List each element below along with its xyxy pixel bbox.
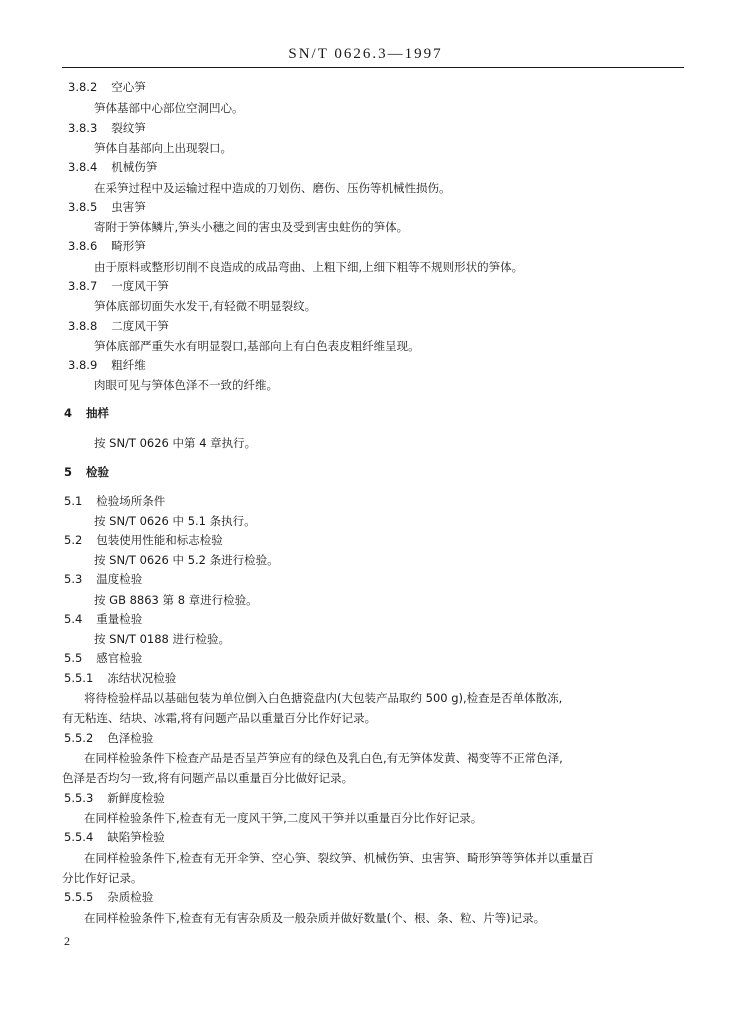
- body-5-5-1-line-2: 有无粘连、结块、冰霜,将有问题产品以重量百分比作好记录。: [62, 711, 377, 725]
- section-title: 虫害笋: [111, 200, 146, 214]
- heading-5-5-3: [64, 791, 165, 805]
- section-number: 4: [64, 406, 73, 420]
- body-5-1: 按 SN/T 0626 中 5.1 条执行。: [94, 514, 256, 528]
- section-number: 5.3: [64, 572, 83, 586]
- heading-5-5-5: [64, 890, 153, 904]
- section-title: 杂质检验: [107, 890, 154, 904]
- section-number: 5: [64, 465, 73, 479]
- body-5-5-4-line-2: 分比作好记录。: [62, 871, 143, 885]
- section-number: 5.5.2: [64, 731, 94, 745]
- section-number: 3.8.2: [68, 80, 98, 94]
- body-3-8-4: 在采笋过程中及运输过程中造成的刀划伤、磨伤、压伤等机械性损伤。: [94, 181, 451, 195]
- section-number: 5.5.3: [64, 791, 94, 805]
- heading-5-3: [64, 572, 142, 586]
- section-number: 3.8.7: [68, 279, 98, 293]
- section-title: 畸形笋: [111, 239, 146, 253]
- body-5-4: 按 SN/T 0188 进行检验。: [94, 632, 231, 646]
- header-rule: [62, 67, 684, 68]
- heading-3-8-9: [68, 358, 146, 372]
- heading-5-1: [64, 494, 165, 508]
- section-number: 5.2: [64, 533, 83, 547]
- heading-5-5-2: [64, 731, 153, 745]
- body-3-8-7: 笋体底部切面失水发干,有轻微不明显裂纹。: [94, 299, 317, 313]
- body-5-5-5: 在同样检验条件下,检查有无有害杂质及一般杂质并做好数量(个、根、条、粒、片等)记录。: [84, 911, 546, 925]
- section-number: 3.8.4: [68, 160, 98, 174]
- body-3-8-6: 由于原料或整形切削不良造成的成品弯曲、上粗下细,上细下粗等不规则形状的笋体。: [94, 260, 524, 274]
- section-title: 温度检验: [96, 572, 143, 586]
- standard-code-header: SN/T 0626.3—1997: [288, 46, 443, 62]
- section-number: 5.1: [64, 494, 83, 508]
- heading-3-8-2: [68, 80, 146, 94]
- section-title: 感官检验: [96, 651, 143, 665]
- body-3-8-3: 笋体自基部向上出现裂口。: [94, 141, 232, 155]
- heading-3-8-7: [68, 279, 169, 293]
- body-5-2: 按 SN/T 0626 中 5.2 条进行检验。: [94, 553, 279, 567]
- heading-3-8-4: [68, 160, 157, 174]
- body-3-8-9: 肉眼可见与笋体色泽不一致的纤维。: [94, 378, 278, 392]
- section-title: 新鲜度检验: [107, 791, 165, 805]
- heading-5: [64, 465, 109, 479]
- heading-3-8-3: [68, 121, 146, 135]
- section-number: 3.8.8: [68, 319, 98, 333]
- section-title: 一度风干笋: [111, 279, 169, 293]
- section-title: 裂纹笋: [111, 121, 146, 135]
- body-5-5-2-line-1: 在同样检验条件下检查产品是否呈芦笋应有的绿色及乳白色,有无笋体发黄、褐变等不正常色泽,: [84, 751, 563, 765]
- heading-5-5: [64, 651, 142, 665]
- page-number: 2: [64, 934, 70, 948]
- heading-3-8-5: [68, 200, 146, 214]
- section-title: 二度风干笋: [111, 319, 169, 333]
- section-number: 5.5.1: [64, 671, 94, 685]
- body-5-5-2-line-2: 色泽是否均匀一致,将有问题产品以重量百分比做好记录。: [62, 771, 354, 785]
- section-number: 3.8.9: [68, 358, 98, 372]
- section-title: 空心笋: [111, 80, 146, 94]
- section-title: 重量检验: [96, 612, 143, 626]
- heading-3-8-6: [68, 239, 146, 253]
- body-5-3: 按 GB 8863 第 8 章进行检验。: [94, 593, 258, 607]
- body-3-8-5: 寄附于笋体鳞片,笋头小穗之间的害虫及受到害虫蛀伤的笋体。: [94, 220, 409, 234]
- heading-5-5-4: [64, 830, 165, 844]
- body-3-8-2: 笋体基部中心部位空洞凹心。: [94, 101, 244, 115]
- heading-3-8-8: [68, 319, 169, 333]
- section-title: 检验场所条件: [96, 494, 166, 508]
- section-number: 5.4: [64, 612, 83, 626]
- body-5-5-4-line-1: 在同样检验条件下,检查有无开伞笋、空心笋、裂纹笋、机械伤笋、虫害笋、畸形笋等笋体并以重量百: [84, 851, 594, 865]
- section-title: 色泽检验: [107, 731, 154, 745]
- section-number: 5.5.5: [64, 890, 94, 904]
- heading-5-4: [64, 612, 142, 626]
- section-title: 缺陷笋检验: [107, 830, 165, 844]
- body-5-5-3: 在同样检验条件下,检查有无一度风干笋,二度风干笋并以重量百分比作好记录。: [84, 811, 483, 825]
- heading-5-2: [64, 533, 223, 547]
- body-3-8-8: 笋体底部严重失水有明显裂口,基部向上有白色表皮粗纤维呈现。: [94, 339, 420, 353]
- section-number: 3.8.3: [68, 121, 98, 135]
- section-title: 检验: [86, 465, 110, 479]
- section-number: 5.5.4: [64, 830, 94, 844]
- section-title: 冻结状况检验: [107, 671, 177, 685]
- section-title: 包装使用性能和标志检验: [96, 533, 223, 547]
- heading-4: [64, 406, 109, 420]
- heading-5-5-1: [64, 671, 176, 685]
- body-4: 按 SN/T 0626 中第 4 章执行。: [94, 436, 257, 450]
- section-title: 抽样: [86, 406, 110, 420]
- section-number: 3.8.5: [68, 200, 98, 214]
- section-title: 机械伤笋: [111, 160, 158, 174]
- section-number: 3.8.6: [68, 239, 98, 253]
- section-number: 5.5: [64, 651, 83, 665]
- section-title: 粗纤维: [111, 358, 146, 372]
- body-5-5-1-line-1: 将待检验样品以基础包装为单位倒入白色搪瓷盘内(大包装产品取约 500 g),检查是否单体散冻,: [84, 691, 563, 705]
